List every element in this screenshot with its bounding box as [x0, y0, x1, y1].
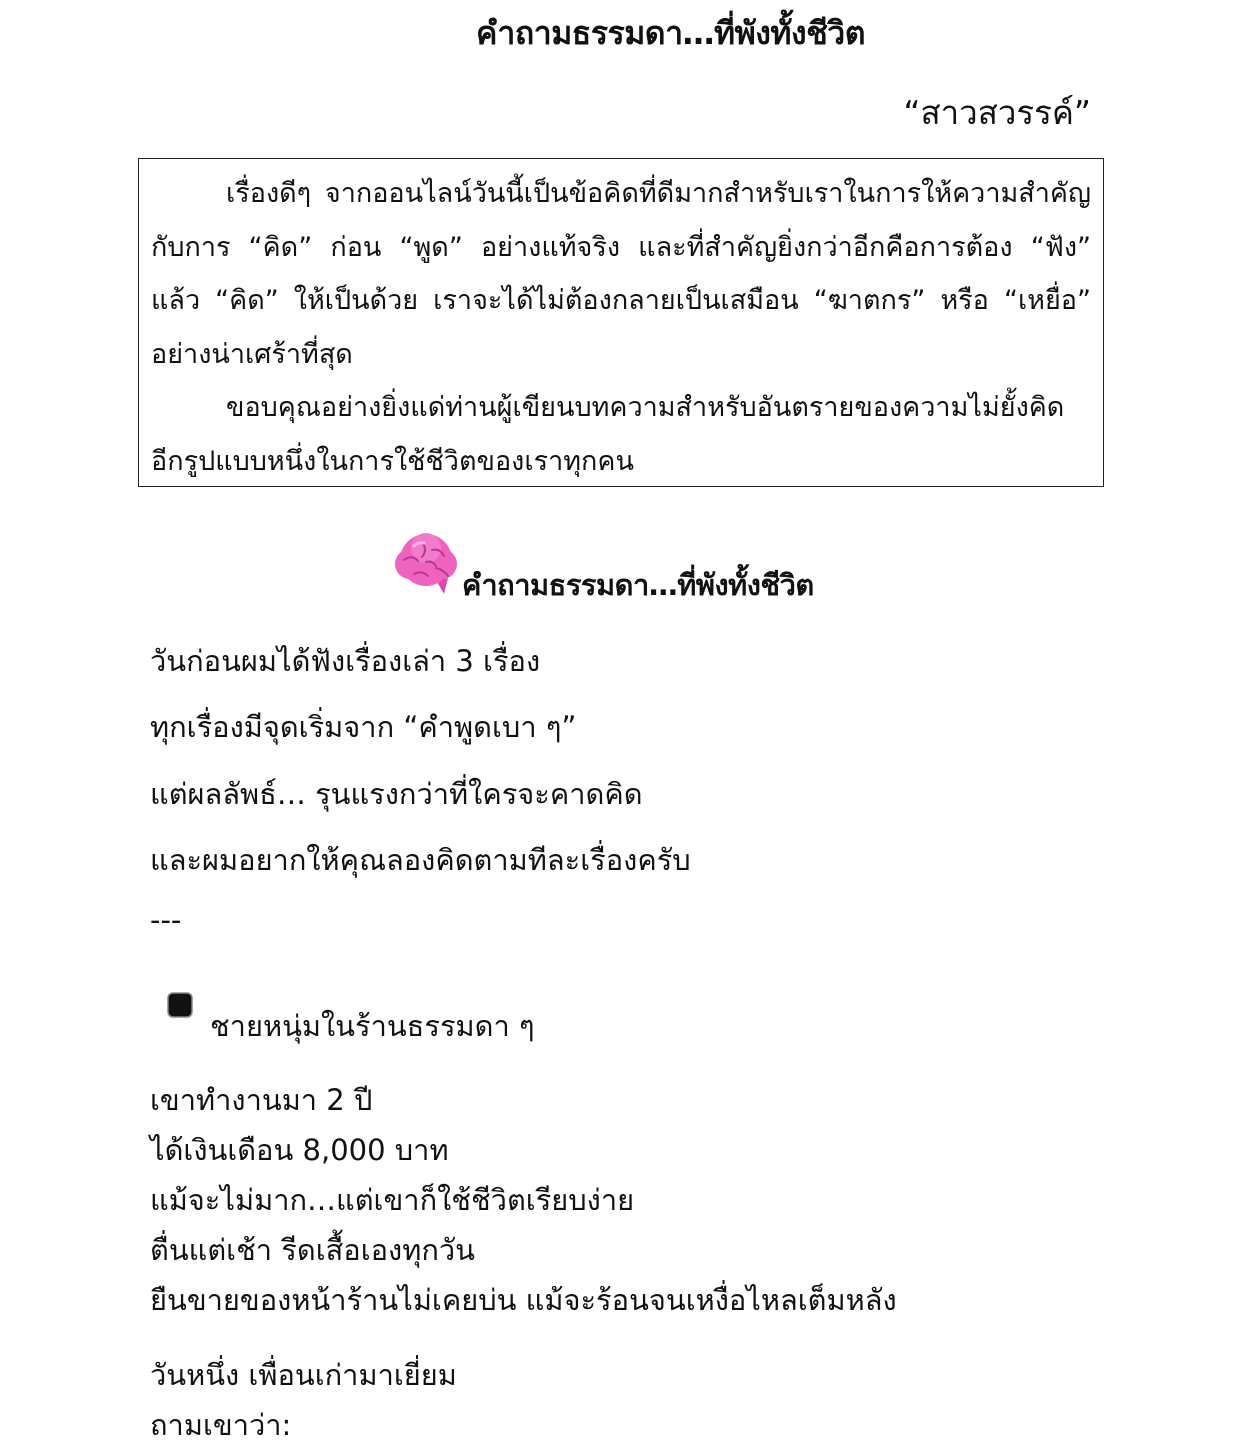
- story-line: ยืนขายของหน้าร้านไม่เคยบ่น แม้จะร้อนจนเหงื่อไหลเต็มหลัง: [150, 1283, 897, 1317]
- opening-line: ทุกเรื่องมีจุดเริ่มจาก “คำพูดเบา ๆ”: [150, 710, 577, 744]
- opening-line: และผมอยากให้คุณลองคิดตามทีละเรื่องครับ: [150, 843, 691, 877]
- story-title: ชายหนุ่มในร้านธรรมดา ๆ: [210, 1009, 535, 1043]
- story-line: เขาทำงานมา 2 ปี: [150, 1083, 373, 1117]
- story-line: ได้เงินเดือน 8,000 บาท: [150, 1133, 449, 1167]
- story-line: แม้จะไม่มาก…แต่เขาก็ใช้ชีวิตเรียบง่าย: [150, 1183, 635, 1217]
- opening-line: วันก่อนผมได้ฟังเรื่องเล่า 3 เรื่อง: [150, 644, 541, 678]
- story-line: ถามเขาว่า:: [150, 1408, 292, 1442]
- brain-icon: [392, 530, 460, 596]
- article-heading: คำถามธรรมดา…ที่พังทั้งชีวิต: [462, 568, 814, 602]
- section-divider: ---: [150, 903, 182, 937]
- story-line: ตื่นแต่เช้า รีดเสื้อเองทุกวัน: [150, 1233, 475, 1267]
- page-title: คำถามธรรมดา…ที่พังทั้งชีวิต: [475, 14, 866, 52]
- intro-paragraph: เรื่องดีๆ จากออนไลน์วันนี้เป็นข้อคิดที่ดีมากสำหรับเราในการให้ความสำคัญกับการ “คิด” ก่อน “พูด” อย่างแท้จริง และที่สำคัญยิ่งกว่าอีกคือการต้อง “ฟัง” แล้ว “คิด” ให้เป็นด้วย เราจะได้ไม่ต้องกลายเป็นเสมือน “ฆาตกร” หรือ “เหยื่อ” อย่างน่าเศร้าที่สุด: [151, 178, 1091, 370]
- story-line: วันหนึ่ง เพื่อนเก่ามาเยี่ยม: [150, 1358, 457, 1392]
- intro-paragraph: ขอบคุณอย่างยิ่งแด่ท่านผู้เขียนบทความสำหรับอันตรายของความไม่ยั้งคิดอีกรูปแบบหนึ่งในการใช้ชีวิตของเราทุกคน: [151, 392, 1065, 477]
- opening-line: แต่ผลลัพธ์… รุนแรงกว่าที่ใครจะคาดคิด: [150, 777, 643, 811]
- author-byline: “สาวสวรรค์”: [903, 93, 1091, 132]
- intro-box: [138, 158, 1104, 487]
- stop-square-icon: [166, 991, 194, 1019]
